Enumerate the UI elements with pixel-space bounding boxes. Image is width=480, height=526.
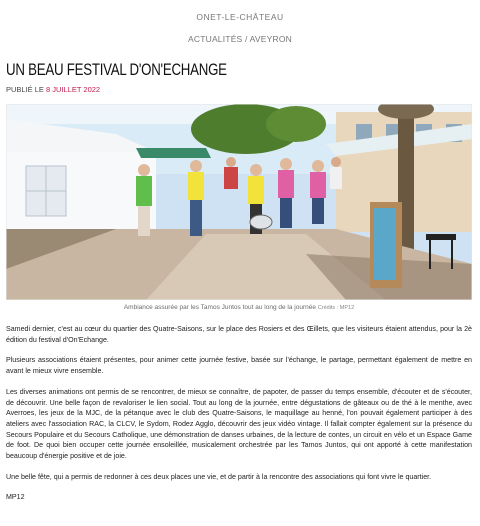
site-name[interactable]: ONET-LE-CHÂTEAU [196, 12, 284, 22]
article-author: MP12 [6, 493, 25, 502]
article-title: UN BEAU FESTIVAL D'ON'ECHANGE [6, 60, 227, 79]
paragraph: Les diverses animations ont permis de se rencontrer, de mieux se connaître, de papoter, de passer du temps ensemble, d'écouter et de s'écouter, de découvrir. Une belle façon de revaloriser le lien social. Tout au long de la journée, entre dégustations de gâteaux ou de thé à le menthe, avec Averroes, les jeux de la MJC, de la pétanque avec le club des Quatre-Saisons, le maquillage au henné, l'on pouvait également participer à des ateliers avec l'association RAC, la CLCV, le Sydom, Rodez Agglo, découvrir des jeux vidéo vintage. Il fallait compter également sur la présence du Secours Populaire et du Secours Catholique, une démonstration de danses urbaines, de la lecture de contes, un circuit en vélo et un Espace Game de foot. De quoi bien occuper cette journée ensoleillée, musicalement orchestrée par les Tamos Juntos, qui ont apporté à cette manifestation beaucoup d'énergie positive et de joie. [6, 387, 472, 461]
photo-credit: Crédits : MP12 [317, 305, 355, 311]
paragraph: Samedi dernier, c'est au cœur du quartier des Quatre-Saisons, sur le place des Rosiers et des Œillets, que les visiteurs étaient attendus, pour la 2è édition du festival d'On'Echange. [6, 325, 472, 344]
site-header [0, 0, 480, 44]
festival-photo-illustration [6, 104, 472, 300]
paragraph: Une belle fête, qui a permis de redonner à ces deux places une vie, et de partir à la rencontre des associations qui font vivre le quartier. [6, 472, 432, 481]
photo-caption [6, 304, 472, 311]
published-date: 8 JUILLET 2022 [46, 85, 101, 94]
paragraph: Plusieurs associations étaient présentes, pour animer cette journée festive, basée sur l'échange, le partage, permettant également de mettre en avant le mieux vivre ensemble. [6, 356, 472, 376]
article-meta [6, 85, 472, 94]
caption-text: Ambiance assurée par les Tamos Juntos tout au long de la journée [123, 304, 316, 311]
article [6, 60, 472, 502]
article-body [6, 324, 472, 503]
breadcrumb[interactable]: ACTUALITÉS / AVEYRON [188, 34, 292, 44]
article-photo [6, 104, 472, 300]
published-label: PUBLIÉ LE [6, 85, 44, 94]
